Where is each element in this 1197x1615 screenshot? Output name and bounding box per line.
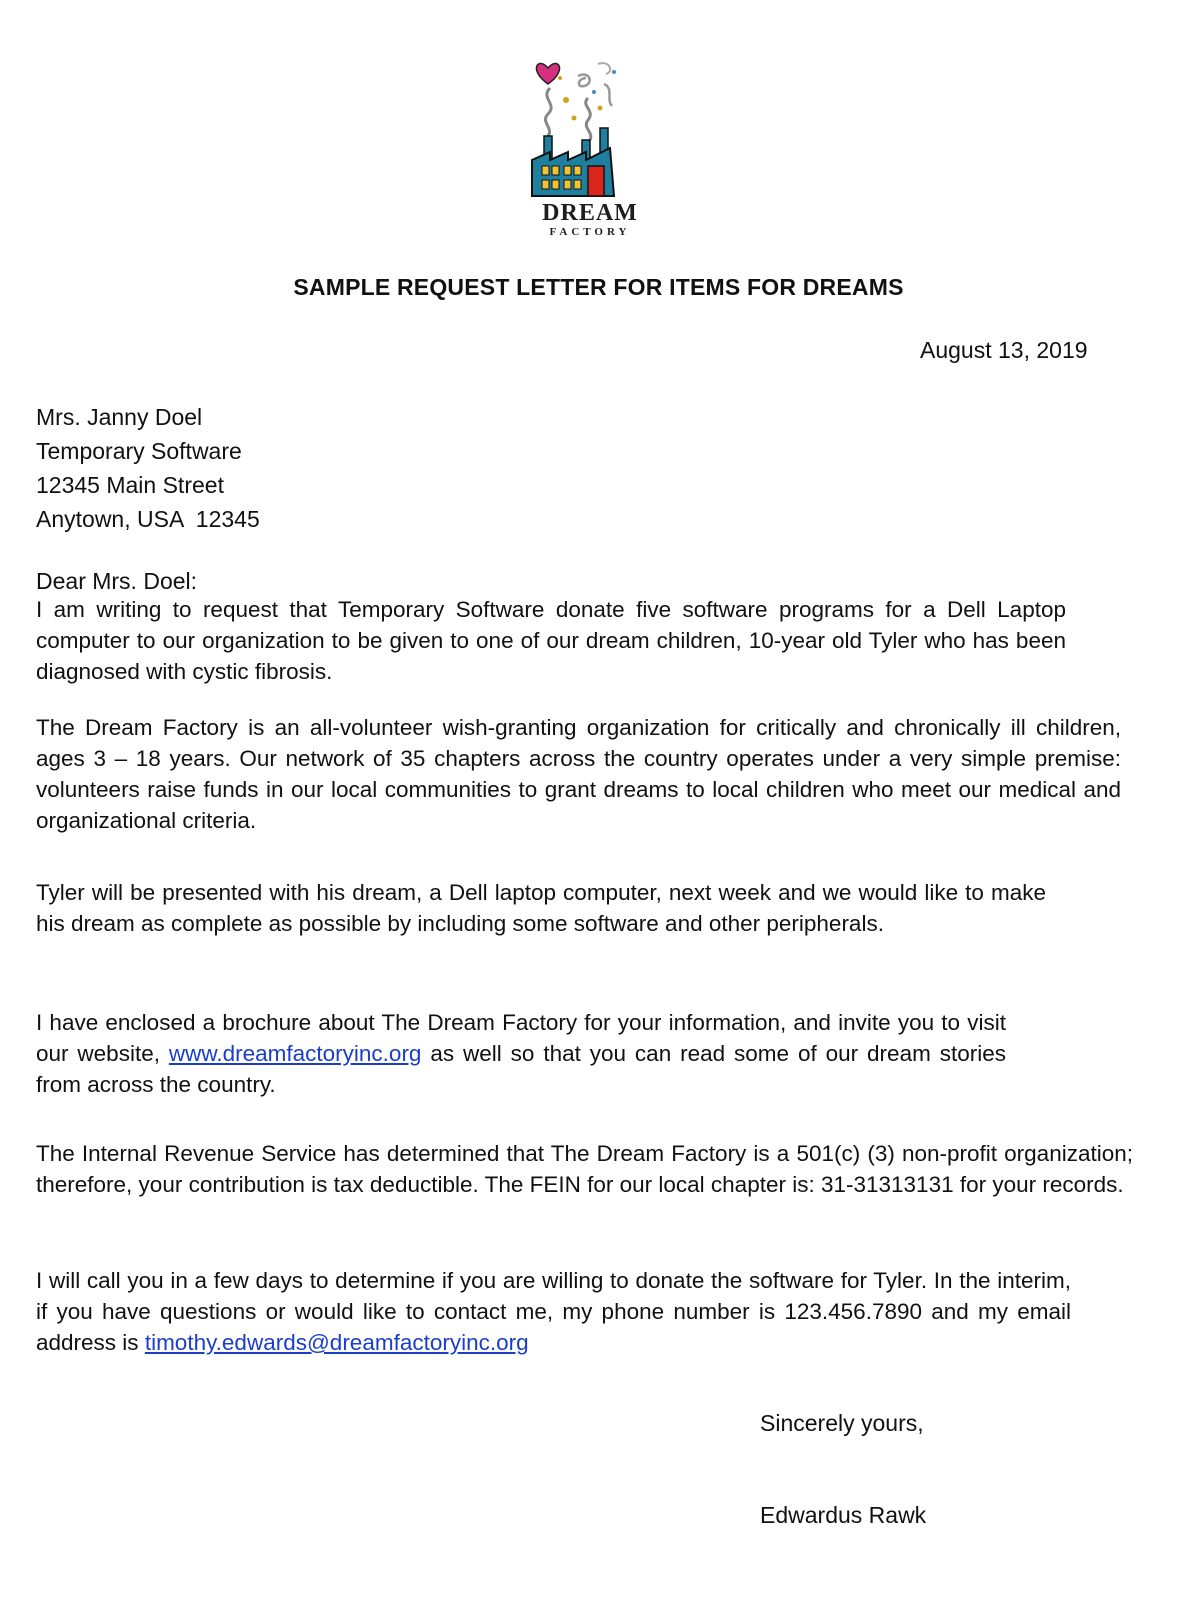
salutation: Dear Mrs. Doel: (36, 568, 198, 594)
signer-name: Edwardus Rawk (760, 1502, 927, 1528)
logo-name: DREAM (542, 200, 638, 226)
paragraph-website (36, 1007, 1006, 1100)
paragraph-about: The Dream Factory is an all-volunteer wish-granting organization for critically and chronically ill children, ages 3 – 18 years. Our network of 35 chapters across the country operates under a very simple premise: volunteers raise funds in our local communities to grant dreams to local children who meet our medical and organizational criteria. (36, 715, 1121, 833)
paragraph-tyler: Tyler will be presented with his dream, a Dell laptop computer, next week and we would like to make his dream as complete as possible by including some software and other peripherals. (36, 880, 1046, 936)
closing: Sincerely yours, (760, 1410, 924, 1436)
paragraph-website-text-1: I have enclosed a brochure about The Dream Factory for your information, and invite you to visit our website, (36, 1010, 1006, 1066)
letter-title: SAMPLE REQUEST LETTER FOR ITEMS FOR DREAMS (293, 274, 904, 300)
recipient-company: Temporary Software (36, 438, 242, 464)
email-link[interactable]: timothy.edwards@dreamfactoryinc.org (144, 1330, 529, 1355)
paragraph-contact (36, 1265, 1071, 1358)
paragraph-contact-text: I will call you in a few days to determine if you are willing to donate the software for Tyler. In the interim, if you have questions or would like to contact me, my phone number is 123.456.7890 and my email address is (36, 1268, 1071, 1355)
dream-factory-logo (530, 48, 650, 244)
logo-subtitle: FACTORY (549, 226, 631, 238)
recipient-street: 12345 Main Street (36, 472, 224, 498)
recipient-city: Anytown, USA 12345 (36, 506, 260, 532)
letter-date: August 13, 2019 (920, 337, 1088, 363)
paragraph-tax: The Internal Revenue Service has determined that The Dream Factory is a 501(c) (3) non-profit organization; therefore, your contribution is tax deductible. The FEIN for our local chapter is: 31-31313131 for your records. (36, 1141, 1133, 1197)
recipient-address (36, 400, 260, 536)
paragraph-request: I am writing to request that Temporary Software donate five software programs for a Dell Laptop computer to our organization to be given to one of our dream children, 10-year old Tyler who has been diagnosed with cystic fibrosis. (36, 597, 1066, 684)
website-link[interactable]: www.dreamfactoryinc.org (168, 1041, 422, 1066)
factory-icon (530, 48, 650, 198)
paragraph-website-text-2: as well so that you can read some of our dream stories from across the country. (36, 1041, 1006, 1097)
recipient-name: Mrs. Janny Doel (36, 404, 203, 430)
